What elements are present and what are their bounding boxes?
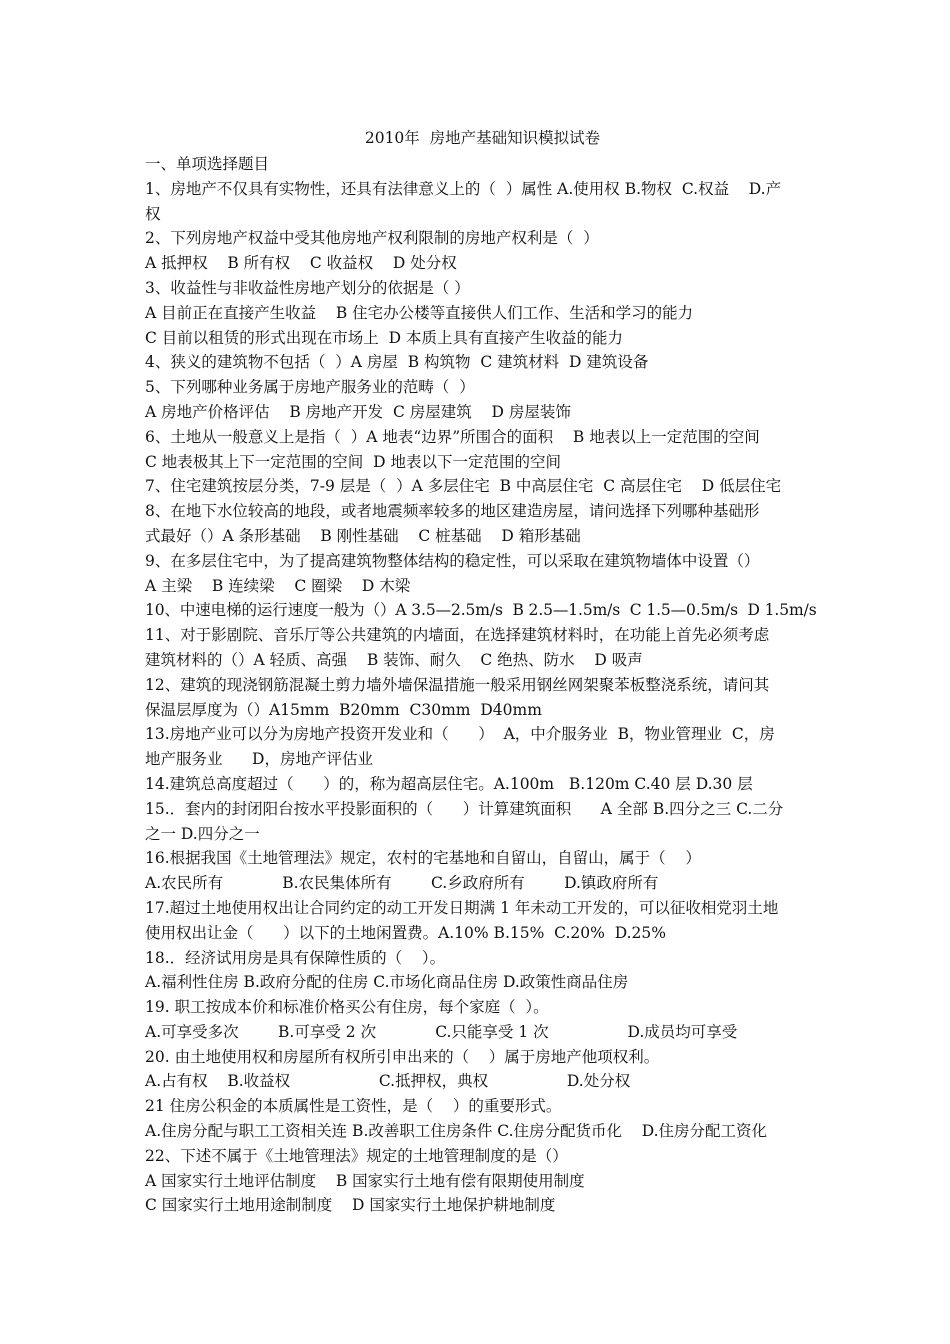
text-line: 权: [145, 204, 161, 223]
text-line: A 抵押权 B 所有权 C 收益权 D 处分权: [145, 254, 457, 273]
document-body: [145, 127, 820, 1218]
text-line: 16.根据我国《土地管理法》规定，农村的宅基地和自留山，自留山，属于（ ）: [145, 849, 701, 868]
text-line: 18.．经济试用房是具有保障性质的（ ）。: [145, 948, 446, 967]
document-title: 2010年 房地产基础知识模拟试卷: [364, 129, 601, 147]
text-line: C 目前以租赁的形式出现在市场上 D 本质上具有直接产生收益的能力: [145, 328, 623, 347]
text-line: 地产服务业 D，房地产评估业: [145, 750, 373, 769]
text-line: 建筑材料的（）A 轻质、高强 B 装饰、耐久 C 绝热、防水 D 吸声: [145, 650, 643, 669]
text-line: 14.建筑总高度超过（ ）的，称为超高层住宅。A.100m B.120m C.40 层 D.30 层: [145, 774, 753, 793]
text-line: 3、收益性与非收益性房地产划分的依据是（ ）: [145, 278, 470, 297]
text-line: A 主梁 B 连续梁 C 圈梁 D 木梁: [145, 576, 411, 595]
text-line: 保温层厚度为（）A15mm B20mm C30mm D40mm: [145, 700, 542, 719]
text-line: 13.房地产业可以分为房地产投资开发业和（ ） A，中介服务业 B，物业管理业 C，房: [145, 725, 775, 744]
text-line: 15.．套内的封闭阳台按水平投影面积的（ ）计算建筑面积 A 全部 B.四分之三 C.二分: [145, 799, 784, 818]
text-line: 11、对于影剧院、音乐厅等公共建筑的内墙面，在选择建筑材料时，在功能上首先必须考虑: [145, 626, 770, 645]
text-line: 21 住房公积金的本质属性是工资性，是（ ）的重要形式。: [145, 1097, 562, 1116]
text-line: A 目前正在直接产生收益 B 住宅办公楼等直接供人们工作、生活和学习的能力: [145, 303, 694, 322]
text-line: 8、在地下水位较高的地段，或者地震频率较多的地区建造房屋，请问选择下列哪种基础形: [145, 502, 760, 521]
text-line: 一、单项选择题目: [145, 155, 270, 173]
text-line: A.农民所有 B.农民集体所有 C.乡政府所有 D.镇政府所有: [145, 874, 659, 893]
question-list: [145, 152, 820, 1218]
text-line: 之一 D.四分之一: [145, 824, 260, 843]
text-line: 式最好（）A 条形基础 B 刚性基础 C 桩基础 D 箱形基础: [145, 526, 581, 545]
text-line: C 国家实行土地用途制制度 D 国家实行土地保护耕地制度: [145, 1196, 556, 1215]
text-line: A.占有权 B.收益权 C.抵押权，典权 D.处分权: [145, 1072, 631, 1091]
text-line: 7、住宅建筑按层分类，7-9 层是（ ）A 多层住宅 B 中高层住宅 C 高层住宅 D 低层住宅: [145, 477, 782, 496]
text-line: 9、在多层住宅中，为了提高建筑物整体结构的稳定性，可以采取在建筑物墙体中设置（）: [145, 551, 760, 570]
text-line: C 地表极其上下一定范围的空间 D 地表以下一定范围的空间: [145, 452, 561, 471]
text-line: A.可享受多次 B.可享受 2 次 C.只能享受 1 次 D.成员均可享受: [145, 1022, 738, 1041]
text-line: 17.超过土地使用权出让合同约定的动工开发日期满 1 年未动工开发的，可以征收相党羽土地: [145, 898, 779, 917]
text-line: 22、下述不属于《土地管理法》规定的土地管理制度的是（）: [145, 1146, 568, 1165]
text-line: A.住房分配与职工工资相关连 B.改善职工住房条件 C.住房分配货币化 D.住房分配工资化: [145, 1122, 768, 1141]
text-line: 12、建筑的现浇钢筋混凝土剪力墙外墙保温措施一般采用钢丝网架聚苯板整浇系统，请问其: [145, 675, 770, 694]
text-line: 6、土地从一般意义上是指（ ）A 地表“边界”所围合的面积 B 地表以上一定范围的空间: [145, 427, 760, 446]
text-line: 10、中速电梯的运行速度一般为（）A 3.5—2.5m/s B 2.5—1.5m/s C 1.5—0.5m/s D 1.5m/s: [145, 601, 817, 620]
text-line: 2、下列房地产权益中受其他房地产权利限制的房地产权利是（ ）: [145, 229, 599, 248]
text-line: 5、下列哪种业务属于房地产服务业的范畴（ ）: [145, 378, 475, 397]
text-line: 19. 职工按成本价和标准价格买公有住房，每个家庭（ ）。: [145, 998, 549, 1017]
text-line: A 房地产价格评估 B 房地产开发 C 房屋建筑 D 房屋装饰: [145, 402, 571, 421]
text-line: 20. 由土地使用权和房屋所有权所引申出来的（ ）属于房地产他项权利。: [145, 1047, 660, 1066]
text-line: 4、狭义的建筑物不包括（ ）A 房屋 B 构筑物 C 建筑材料 D 建筑设备: [145, 353, 649, 372]
text-line: A.福利性住房 B.政府分配的住房 C.市场化商品住房 D.政策性商品住房: [145, 973, 629, 992]
text-line: A 国家实行土地评估制度 B 国家实行土地有偿有限期使用制度: [145, 1171, 585, 1190]
text-line: 1、房地产不仅具有实物性，还具有法律意义上的（ ）属性 A.使用权 B.物权 C.权益 D.产: [145, 179, 782, 198]
text-line: 使用权出让金（ ）以下的土地闲置费。A.10% B.15% C.20% D.25%: [145, 923, 666, 942]
